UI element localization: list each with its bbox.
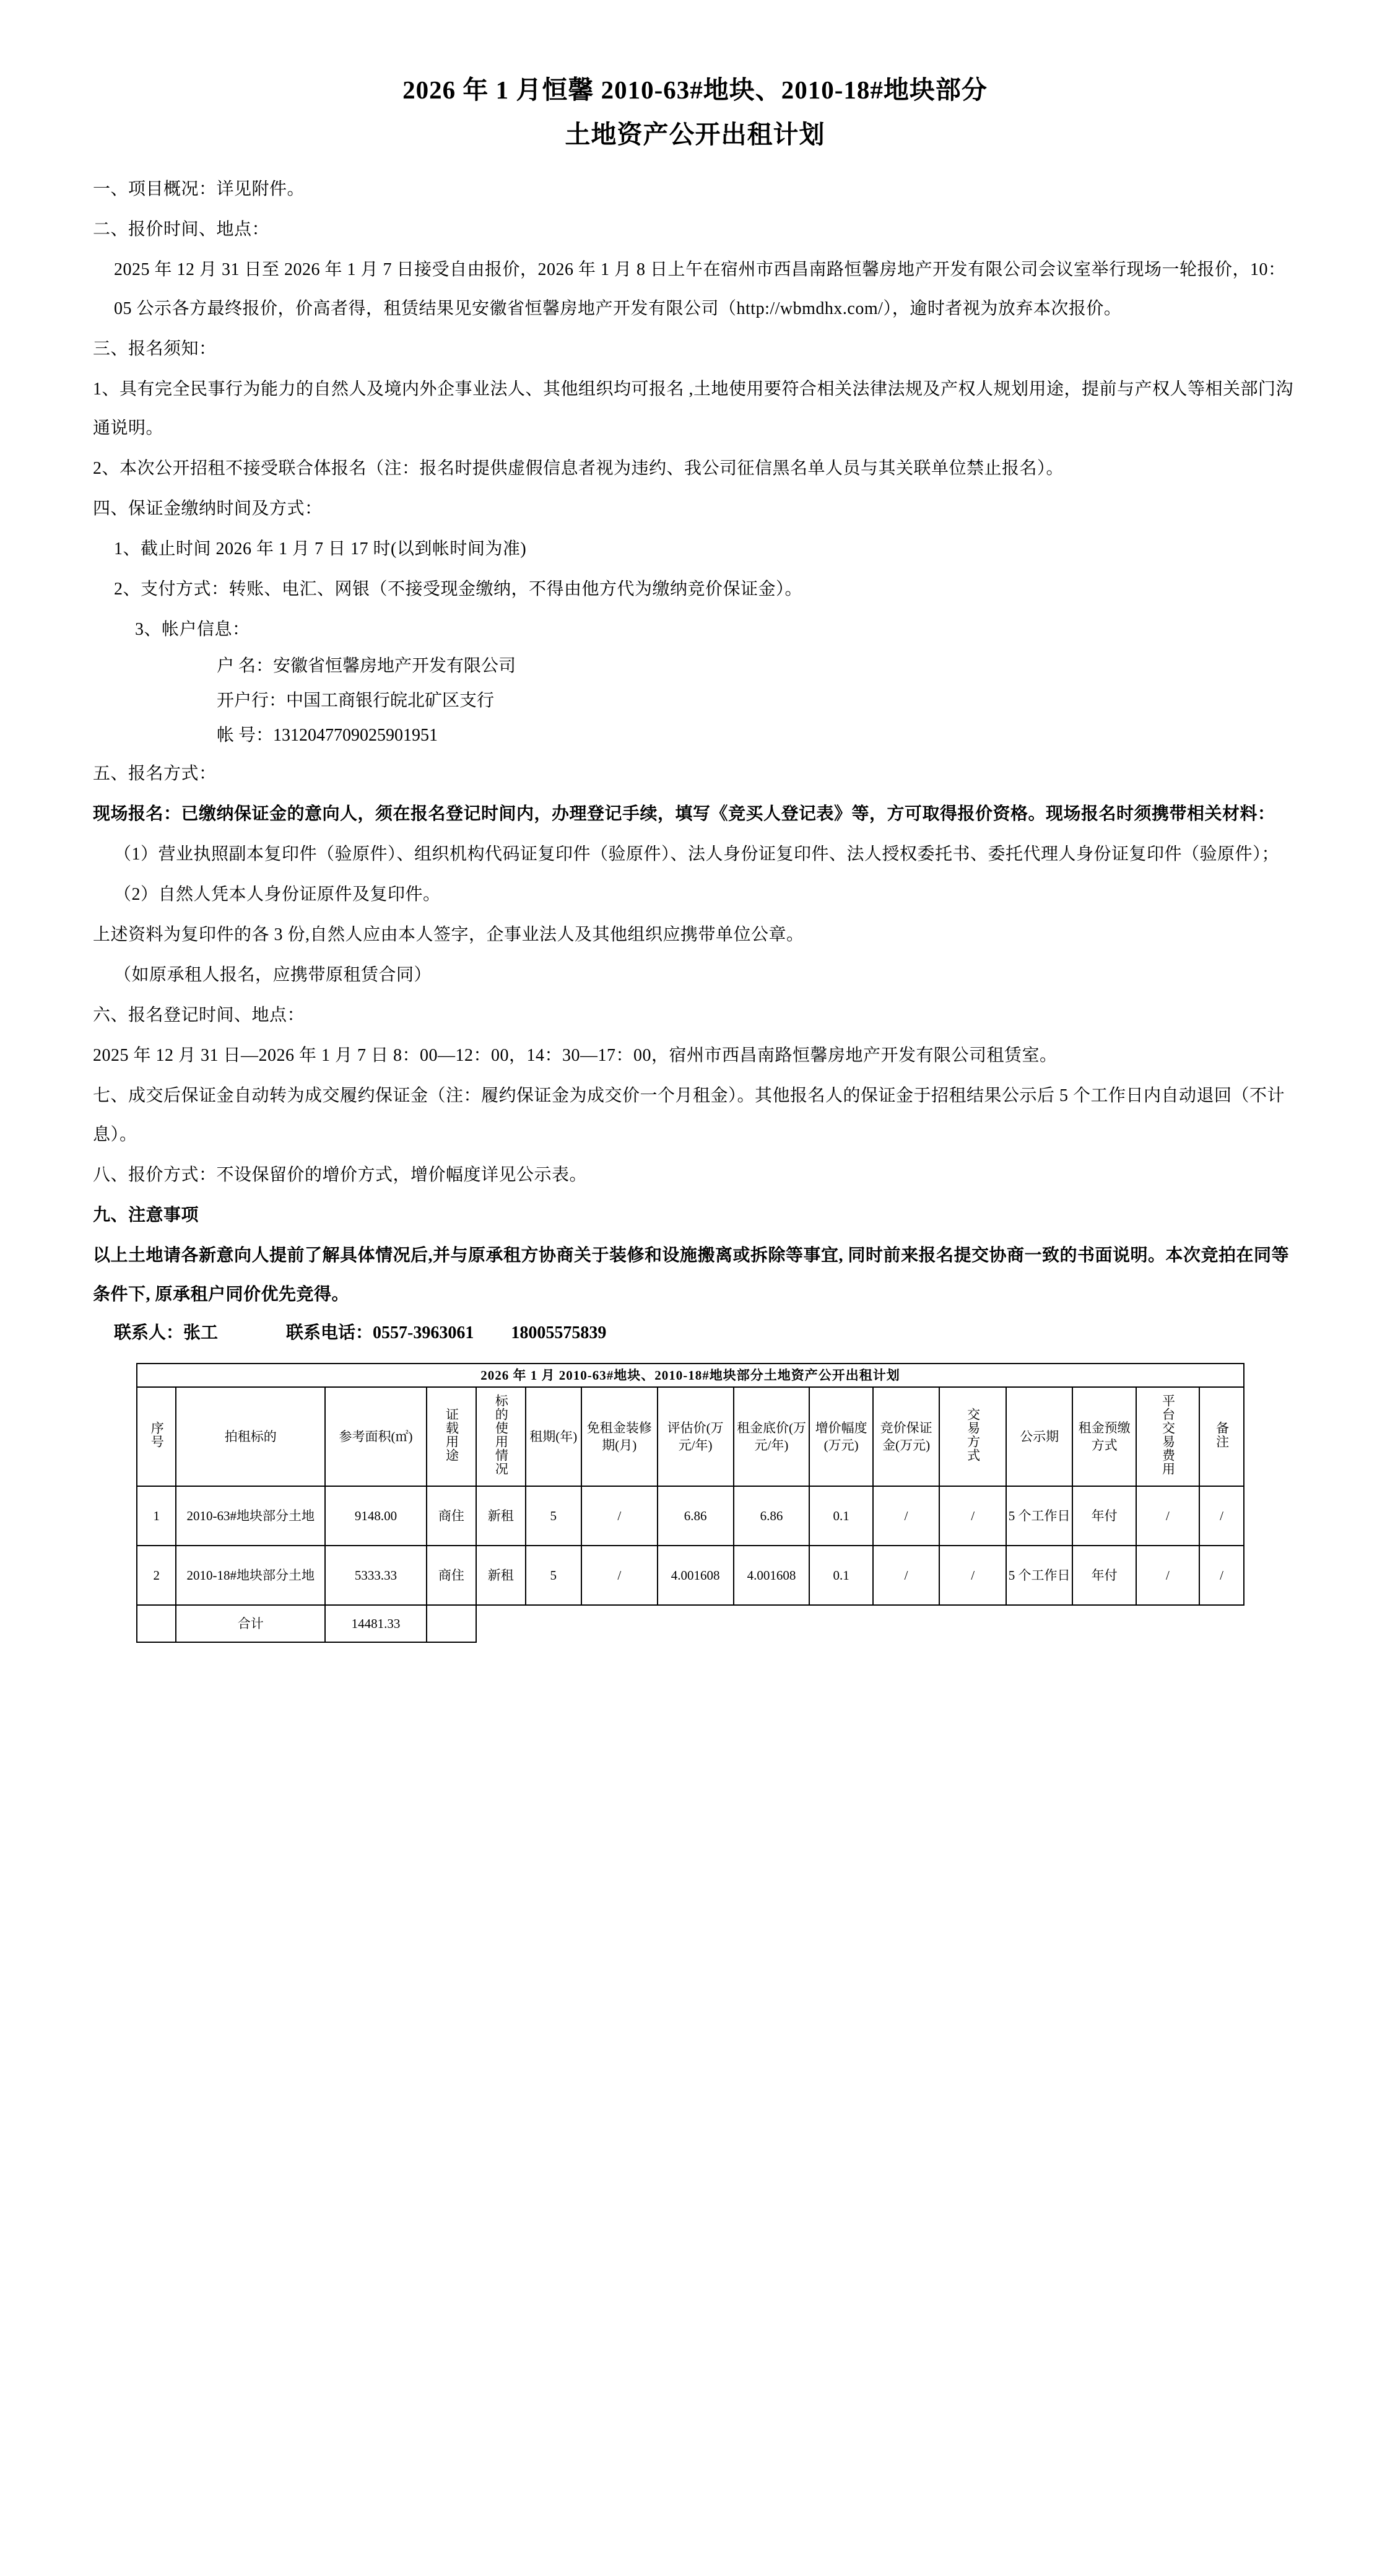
cell-deposit: /: [873, 1546, 940, 1605]
cell-use: 商住: [427, 1546, 476, 1605]
col-header-area: 参考面积(㎡): [325, 1387, 427, 1486]
section-3-heading: 三、报名须知：: [93, 339, 217, 359]
cell-increment: 0.1: [809, 1486, 872, 1546]
cell-platform-fee: /: [1136, 1546, 1199, 1605]
section-2-heading: 二、报价时间、地点：: [93, 219, 270, 239]
section-6-paragraph: 2025 年 12 月 31 日—2026 年 1 月 7 日 8：00—12：00，14：30—17：00，宿州市西昌南路恒馨房地产开发有限公司租赁室。: [93, 1045, 1058, 1065]
cell-rent-payment: 年付: [1072, 1486, 1136, 1546]
cell-no: 1: [137, 1486, 176, 1546]
section-5-heading: 五、报名方式：: [93, 764, 217, 783]
col-header-trade-method: 交易方式: [939, 1387, 1006, 1486]
col-header-rent-payment: 租金预缴方式: [1072, 1387, 1136, 1486]
page-title-line-1: 2026 年 1 月恒馨 2010-63#地块、2010-18#地块部分: [402, 76, 988, 104]
cell-subject: 2010-18#地块部分土地: [176, 1546, 325, 1605]
cell-status: 新租: [476, 1546, 526, 1605]
cell-publicity: 5 个工作日: [1006, 1546, 1073, 1605]
cell-trade-method: /: [939, 1486, 1006, 1546]
rental-plan-table-wrapper: [136, 1363, 1244, 1643]
section-3-item-1: 1、具有完全民事行为能力的自然人及境内外企事业法人、其他组织均可报名 ,土地使用要符合相关法律法规及产权人规划用途，提前与产权人等相关部门沟通说明。: [93, 379, 1294, 438]
col-header-increment: 增价幅度(万元): [809, 1387, 872, 1486]
cell-publicity: 5 个工作日: [1006, 1486, 1073, 1546]
col-header-status: 标的使用情况: [476, 1387, 526, 1486]
cell-appraisal: 4.001608: [658, 1546, 734, 1605]
col-header-platform-fee: 平台交易费用: [1136, 1387, 1199, 1486]
section-2-paragraph: 2025 年 12 月 31 日至 2026 年 1 月 7 日接受自由报价，2026 年 1 月 8 日上午在宿州市西昌南路恒馨房地产开发有限公司会议室举行现场一轮报价，10：05 公示各方最终报价，价高者得，租赁结果见安徽省恒馨房地产开发有限公司（http://wbmdhx.com/），逾时者视为放弃本次报价。: [114, 259, 1286, 318]
col-header-deposit: 竞价保证金(万元): [873, 1387, 940, 1486]
account-bank-label: 开户行：: [217, 690, 287, 710]
rental-plan-table: [136, 1363, 1244, 1643]
cell-floor-price: 6.86: [734, 1486, 810, 1546]
col-header-term: 租期(年): [526, 1387, 581, 1486]
contact-phone-1: 0557-3963061: [373, 1323, 474, 1342]
cell-appraisal: 6.86: [658, 1486, 734, 1546]
cell-term: 5: [526, 1546, 581, 1605]
section-6-heading: 六、报名登记时间、地点：: [93, 1005, 305, 1025]
cell-remark: /: [1199, 1486, 1244, 1546]
section-4-item-3: 3、帐户信息：: [135, 619, 250, 639]
section-9-heading: 九、注意事项: [93, 1205, 199, 1225]
section-5-note-2: （如原承租人报名，应携带原租赁合同）: [114, 965, 432, 985]
cell-free-period: /: [581, 1546, 658, 1605]
section-4-heading: 四、保证金缴纳时间及方式：: [93, 498, 323, 518]
section-4-item-2: 2、支付方式：转账、电汇、网银（不接受现金缴纳，不得由他方代为缴纳竞价保证金）。: [114, 579, 803, 599]
account-number-label: 帐 号：: [217, 725, 274, 745]
cell-use: 商住: [427, 1486, 476, 1546]
table-row: [137, 1546, 1244, 1605]
table-header-row: [137, 1387, 1244, 1486]
cell-status: 新租: [476, 1486, 526, 1546]
cell-trade-method: /: [939, 1546, 1006, 1605]
account-bank-value: 中国工商银行皖北矿区支行: [286, 690, 495, 710]
col-header-floor-price: 租金底价(万元/年): [734, 1387, 810, 1486]
col-header-use: 证载用途: [427, 1387, 476, 1486]
section-7-paragraph: 七、成交后保证金自动转为成交履约保证金（注：履约保证金为成交价一个月租金）。其他报名人的保证金于招租结果公示后 5 个工作日内自动退回（不计息）。: [93, 1086, 1285, 1144]
col-header-publicity: 公示期: [1006, 1387, 1073, 1486]
cell-area: 9148.00: [325, 1486, 427, 1546]
cell-area: 5333.33: [325, 1546, 427, 1605]
cell-platform-fee: /: [1136, 1486, 1199, 1546]
account-number-value: 1312047709025901951: [273, 725, 438, 745]
account-number-line: [93, 718, 1297, 753]
contact-phone-2: 18005575839: [511, 1323, 607, 1342]
cell-deposit: /: [873, 1486, 940, 1546]
contact-line: [93, 1314, 1297, 1352]
section-9-paragraph: 以上土地请各新意向人提前了解具体情况后,并与原承租方协商关于装修和设施搬离或拆除等事宜, 同时前来报名提交协商一致的书面说明。本次竞拍在同等条件下, 原承租户同价优先竞得。: [93, 1245, 1290, 1304]
cell-free-period: /: [581, 1486, 658, 1546]
section-5-note-1: 上述资料为复印件的各 3 份,自然人应由本人签字，企事业法人及其他组织应携带单位公章。: [93, 925, 804, 944]
page-title: [93, 68, 1297, 157]
table-summary-row: [137, 1605, 1244, 1642]
page-title-line-2: 土地资产公开出租计划: [565, 120, 825, 149]
table-row: [137, 1486, 1244, 1546]
section-5-item-2: （2）自然人凭本人身份证原件及复印件。: [114, 884, 441, 904]
col-header-appraisal: 评估价(万元/年): [658, 1387, 734, 1486]
cell-floor-price: 4.001608: [734, 1546, 810, 1605]
summary-area: 14481.33: [325, 1605, 427, 1642]
section-5-item-1: （1）营业执照副本复印件（验原件）、组织机构代码证复印件（验原件）、法人身份证复印件、法人授权委托书、委托代理人身份证复印件（验原件）；: [114, 844, 1280, 864]
col-header-remark: 备注: [1199, 1387, 1244, 1486]
table-title: 2026 年 1 月 2010-63#地块、2010-18#地块部分土地资产公开出租计划: [137, 1364, 1244, 1387]
contact-person-value: 张工: [183, 1323, 219, 1342]
col-header-subject: 拍租标的: [176, 1387, 325, 1486]
section-1-heading: 一、项目概况：详见附件。: [93, 179, 305, 199]
cell-term: 5: [526, 1486, 581, 1546]
col-header-free-period: 免租金装修期(月): [581, 1387, 658, 1486]
section-4-item-1: 1、截止时间 2026 年 1 月 7 日 17 时(以到帐时间为准): [114, 539, 527, 559]
account-name-line: [93, 649, 1297, 684]
col-header-no: 序号: [137, 1387, 176, 1486]
table-title-row: [137, 1364, 1244, 1387]
account-name-value: 安徽省恒馨房地产开发有限公司: [273, 656, 516, 676]
contact-phone-label: 联系电话：: [286, 1323, 373, 1342]
cell-subject: 2010-63#地块部分土地: [176, 1486, 325, 1546]
cell-no: 2: [137, 1546, 176, 1605]
summary-label: 合计: [176, 1605, 325, 1642]
section-8-paragraph: 八、报价方式：不设保留价的增价方式，增价幅度详见公示表。: [93, 1165, 588, 1185]
account-bank-line: [93, 684, 1297, 718]
contact-person-label: 联系人：: [114, 1323, 184, 1342]
cell-increment: 0.1: [809, 1546, 872, 1605]
cell-rent-payment: 年付: [1072, 1546, 1136, 1605]
account-name-label: 户 名：: [217, 656, 274, 676]
section-5-paragraph: 现场报名：已缴纳保证金的意向人，须在报名登记时间内，办理登记手续，填写《竞买人登记表》等，方可取得报价资格。现场报名时须携带相关材料：: [93, 804, 1275, 824]
section-3-item-2: 2、本次公开招租不接受联合体报名（注：报名时提供虚假信息者视为违约、我公司征信黑名单人员与其关联单位禁止报名）。: [93, 458, 1064, 478]
cell-remark: /: [1199, 1546, 1244, 1605]
